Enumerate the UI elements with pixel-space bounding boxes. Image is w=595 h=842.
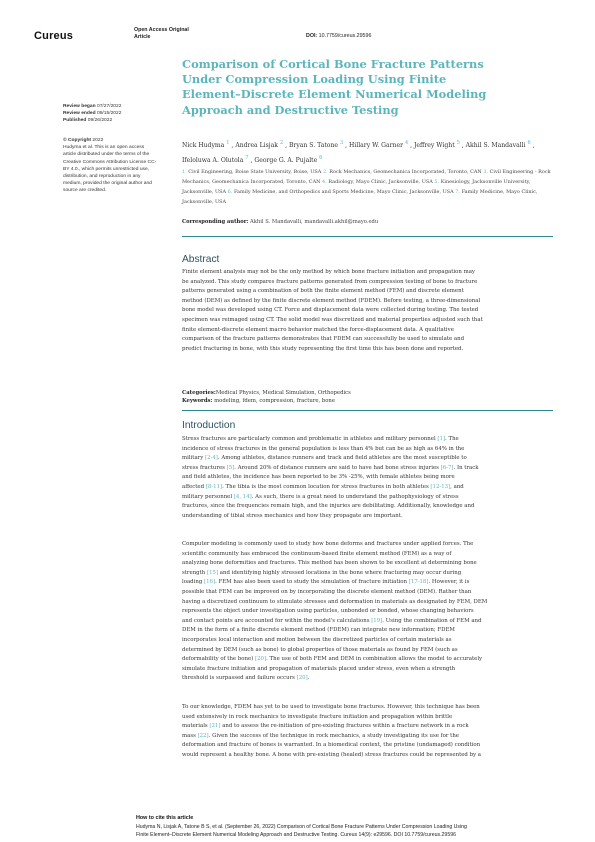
text-line: incorporates local interaction and motion between the discretized particles of certain materials as xyxy=(182,636,452,643)
author-name[interactable]: George G. A. Pujalte xyxy=(254,157,318,165)
citation-text xyxy=(136,823,556,839)
license-line: source are credited. xyxy=(63,188,107,194)
article-title xyxy=(182,57,512,118)
text-line: military personnel [4, 14]. As such, there is a great need to understand the pathophysiology of stress xyxy=(182,493,459,500)
citation-heading: How to cite this article xyxy=(136,815,194,821)
citation-link[interactable]: [5] xyxy=(226,464,235,471)
citation-line-1: Hudyma N, Lisjak A, Tatone B S, et al. (September 26, 2022) Comparison of Cortical Bone Fracture Patterns Under Compression Loading Using xyxy=(136,824,467,830)
text-line: military [2-4]. Among athletes, distance runners and track and field athletes are the most susceptible to xyxy=(182,455,467,462)
license-line: article distributed under the terms of the xyxy=(63,152,150,158)
author[interactable] xyxy=(235,142,283,149)
citation-link[interactable]: [12-13] xyxy=(430,483,451,490)
review-ended: Review ended 09/15/2022 xyxy=(63,111,122,117)
text-line: would represent a healthy bone. A bone with pre-existing (healed) stress fractures could be represented by a xyxy=(182,751,482,758)
author[interactable] xyxy=(182,157,249,164)
license-text xyxy=(63,144,173,194)
author[interactable] xyxy=(466,142,531,149)
author-affiliation-ref[interactable]: 3 xyxy=(339,140,344,146)
article-type-line2: Article xyxy=(134,34,151,40)
abstract-line: be analyzed. This study compares fracture patterns generated from compression testing of bone to fracture xyxy=(182,278,478,285)
cureus-logo[interactable]: Cureus xyxy=(34,30,74,42)
title-line: Comparison of Cortical Bone Fracture Patterns xyxy=(182,57,484,71)
author-name[interactable]: Akhil S. Mandavalli xyxy=(465,142,526,150)
article-type-label xyxy=(134,27,189,41)
text-line: strength [15] and identifying highly stressed locations in the bone where fracturing may occur during xyxy=(182,569,462,576)
text-line: Computer modeling is commonly used to study how bone deforms and fractures under applied forces. The xyxy=(182,541,474,547)
text-line: fractures, since the frequencies remain high, and the injuries are debilitating. Additionally, knowledge and xyxy=(182,503,475,510)
author-affiliation-ref[interactable]: 6 xyxy=(527,140,531,146)
introduction-rule xyxy=(182,410,553,411)
text-line: materials [21] and to assess the re-initiation of pre-existing fractures within a fracture network in a rock xyxy=(182,723,469,730)
text-line: used extensively in rock mechanics to investigate fracture initiation and propagation within brittle xyxy=(182,713,453,720)
affiliation xyxy=(228,189,454,195)
text-line: affected [8-11]. The tibia is the most common location for stress fractures in both athletes [12-13], and xyxy=(182,483,464,490)
affiliation xyxy=(322,179,433,185)
affiliation-text: Family Medicine, and Orthopedics and Sports Medicine, Mayo Clinic, Jacksonville, USA xyxy=(233,189,454,195)
author-affiliation-ref[interactable]: 1 xyxy=(226,140,230,146)
author-affiliation-ref[interactable]: 6 xyxy=(319,155,323,162)
abstract-line: patterns generated using a combination of both the finite element method (FEM) and discrete element xyxy=(182,288,464,295)
text-line: DEM in the form of a finite discrete element method (FDEM) can integrate new information; FDEM xyxy=(182,627,455,634)
citation-link[interactable]: [21] xyxy=(209,723,221,730)
review-began: Review began 07/27/2022 xyxy=(63,104,122,109)
corresponding-author-text[interactable]: Akhil S. Mandavalli, mandavalli.akhil@mayo.edu xyxy=(250,219,379,225)
text-line: and field athletes, the incidence has been reported to be 3% -25%, with female athletes being more xyxy=(182,474,455,481)
citation-link[interactable]: [19] xyxy=(371,617,383,624)
affiliation-number: 5. xyxy=(434,179,440,185)
affiliation-text: Radiology, Mayo Clinic, Jacksonville, USA xyxy=(328,179,433,185)
license-line: Creative Commons Attribution License CC- xyxy=(63,159,157,165)
abstract-rule xyxy=(182,236,553,237)
citation-link[interactable]: [4, 14] xyxy=(233,493,252,500)
affiliation-number: 6. xyxy=(227,189,233,195)
license-line: medium, provided the original author and xyxy=(63,181,152,187)
text-line: and contact points are accounted for within the model's calculations [19]. Using the combination of FEM and xyxy=(182,617,482,624)
title-line: Element–Discrete Element Numerical Modeling xyxy=(182,87,487,102)
abstract-line: Finite element analysis may not be the only method by which bone fracture initiation and propagation may xyxy=(182,269,475,275)
citation-link[interactable]: [6-7] xyxy=(440,464,454,471)
citation-link[interactable]: [20] xyxy=(255,656,267,663)
text-line: analyzing bone deformities and fractures. This method has been shown to be excellent at determining bone xyxy=(182,560,477,567)
affiliation-number: 4. xyxy=(322,179,327,185)
citation-link[interactable]: [8-11] xyxy=(205,483,223,490)
author-list: Nick Hudyma $^1$ , Andrea Lisjak $^2$ , Bryan S. Tatone $^3$ , Hillary W. Garner $^4$ , Jeffrey Wight $^5$ , Akhil S. Mandavalli $^6$ , Ifeloluwa A. Olutola $^7$ , George G. A. Pujalte $^6$ xyxy=(182,140,535,165)
keywords: Keywords: modeling, fdem, compression, fracture, bone xyxy=(182,398,335,405)
text-line: To our knowledge, FDEM has yet to be used to investigate bone fractures. However, this technique has been xyxy=(182,704,480,710)
text-line: threshold is surpassed and failure occurs [20]. xyxy=(182,675,310,682)
introduction-paragraph-3 xyxy=(182,703,556,761)
license-line: distribution, and reproduction in any xyxy=(63,174,141,180)
citation-link[interactable]: [16] xyxy=(204,579,216,586)
text-line: stress fractures [5]. Around 20% of distance runners are said to have had bone stress injuries [6-7]. In track xyxy=(182,464,479,471)
author-name[interactable]: Jeffrey Wight xyxy=(413,142,455,150)
abstract-line: bone model was developed using CT. Force and displacement data were collected during testing. The tested xyxy=(182,307,479,314)
abstract-text xyxy=(182,268,556,354)
text-line: determined by DEM (such as bone) to global properties of those materials as found by FEM (such as xyxy=(182,646,458,653)
citation-link[interactable]: [15] xyxy=(206,569,219,576)
text-line: scientific community has embraced the continuum-based finite element method (FEM) as a way of xyxy=(182,550,452,557)
author-affiliation-ref[interactable]: 4 xyxy=(404,140,409,146)
author-name[interactable]: Ifeloluwa A. Olutola xyxy=(182,157,244,165)
categories-keywords xyxy=(182,389,552,406)
author[interactable] xyxy=(349,142,408,149)
text-line: loading [16]. FEM has also been used to study the simulation of fracture initiation [17-18]. However, it is xyxy=(182,579,470,586)
review-dates xyxy=(63,103,121,125)
text-line: simulate fracture initiation and propagation of materials placed under stress, even when a strength xyxy=(182,665,456,672)
doi-value[interactable]: 10.7759/cureus.29596 xyxy=(318,33,372,39)
affiliation-text: Civil Engineering, Boise State University, Boise, USA xyxy=(188,169,322,175)
author-affiliation-ref[interactable]: 2 xyxy=(279,140,284,146)
affiliation-number: 7. xyxy=(455,189,460,195)
introduction-paragraph-2 xyxy=(182,540,556,684)
abstract-line: method (DEM) as defined by the finite discrete element method (FDEM). Before testing, a three-dimensional xyxy=(182,297,481,304)
affiliation-text: Rock Mechanics, Geomechanica Incorporated, Toronto, CAN xyxy=(329,169,482,175)
citation-link[interactable]: [22] xyxy=(197,732,209,739)
text-line: having a discretized continuum to stimulate stresses and deformation in materials as designated by FEM, DEM xyxy=(182,598,488,605)
affiliation-number: 2. xyxy=(322,169,328,175)
affiliation-text: Kinesiology, Jacksonville University, Jacksonville, USA xyxy=(182,179,531,195)
title-line: Under Compression Loading Using Finite xyxy=(182,72,447,87)
text-line: understanding of tibial stress mechanics and how they propagate are important. xyxy=(182,512,403,519)
article-type-line1: Open Access Original xyxy=(134,27,189,33)
affiliation-number: 3. xyxy=(483,169,489,175)
author-name[interactable]: Hillary W. Garner xyxy=(348,142,403,150)
text-line: represents the object under investigation using particles, unbonded or bonded, whose changing behaviors xyxy=(182,608,474,615)
author-affiliation-ref[interactable]: 7 xyxy=(245,155,249,162)
author-name[interactable]: Bryan S. Tatone xyxy=(288,142,338,150)
affiliation-number: 1. xyxy=(182,169,187,175)
abstract-line: finite element-discrete element macro behavior matched the force-displacement data. A qualitative xyxy=(182,326,454,333)
affiliation xyxy=(323,169,482,175)
abstract-heading: Abstract xyxy=(182,254,220,265)
text-line: deformability of the bone) [20]. The use of both FEM and DEM in combination allows the model to accurately xyxy=(182,656,483,663)
published-date: Published 09/26/2022 xyxy=(63,118,113,124)
citation-link[interactable]: [2-4] xyxy=(205,455,218,462)
title-line: Approach and Destructive Testing xyxy=(182,102,399,117)
citation-line-2: Finite Element–Discrete Element Numerical Modeling Approach and Destructive Testing. Cureus 14(9): e29596. DOI 10.7759/cureus.29596 xyxy=(136,832,456,838)
citation-link[interactable]: [20] xyxy=(296,675,308,682)
author-name[interactable]: Andrea Lisjak xyxy=(235,142,278,150)
license-line: Hudyma et al. This is an open access xyxy=(63,145,145,151)
abstract-line: comparison of the fracture patterns demonstrates that FDEM can successfully be used to simulate and xyxy=(182,336,465,343)
author[interactable] xyxy=(414,142,460,149)
author-affiliation-ref[interactable]: 5 xyxy=(456,140,460,146)
abstract-line: specimen was reimaged using CT. The solid model was discretized and material properties adjusted such that xyxy=(182,316,483,323)
doi-label: DOI: xyxy=(306,33,318,39)
citation-link[interactable]: [1] xyxy=(437,436,446,442)
license-line: BY 4.0., which permits unrestricted use, xyxy=(63,166,150,172)
introduction-heading: Introduction xyxy=(182,420,236,431)
text-line: Stress fractures are particularly common and problematic in athletes and military personnel [1]. The xyxy=(182,436,459,442)
affiliation-text: Civil Engineering - Rock Mechanics, Geomechanica Incorporated, Toronto, CAN xyxy=(182,169,551,185)
author[interactable] xyxy=(254,157,322,164)
corresponding-author: Corresponding author: Akhil S. Mandavalli, mandavalli.akhil@mayo.edu xyxy=(182,219,379,225)
citation-link[interactable]: [17-18] xyxy=(408,579,429,586)
doi[interactable] xyxy=(306,33,371,39)
text-line: possible that FEM can be improved on by incorporating the discrete element method (DEM). Rather than xyxy=(182,588,472,595)
categories: Categories:Medical Physics, Medical Simulation, Orthopedics xyxy=(182,390,351,396)
text-line: deformation and fracture of bones is warranted. In a biomedical context, the pristine (undamaged) condition xyxy=(182,742,481,749)
affiliations xyxy=(182,167,552,207)
introduction-paragraph-1 xyxy=(182,435,556,521)
author-name[interactable]: Nick Hudyma xyxy=(182,142,225,150)
author[interactable] xyxy=(182,142,230,149)
affiliation-text: Family Medicine, Mayo Clinic, Jacksonville, USA xyxy=(182,189,538,205)
text-line: incidence of stress fractures in the general population is less than 4% but can be as high as 64% in the xyxy=(182,445,465,452)
text-line: mass [22]. Given the success of the technique in rock mechanics, a study investigating its use for the xyxy=(182,732,459,739)
abstract-line: predict fracturing in bone, with this study representing the first time this has been done and reported. xyxy=(182,345,464,352)
copyright-line: © Copyright 2022 xyxy=(63,138,104,143)
affiliation xyxy=(182,169,321,175)
author[interactable] xyxy=(289,142,343,149)
copyright-block xyxy=(63,137,173,195)
